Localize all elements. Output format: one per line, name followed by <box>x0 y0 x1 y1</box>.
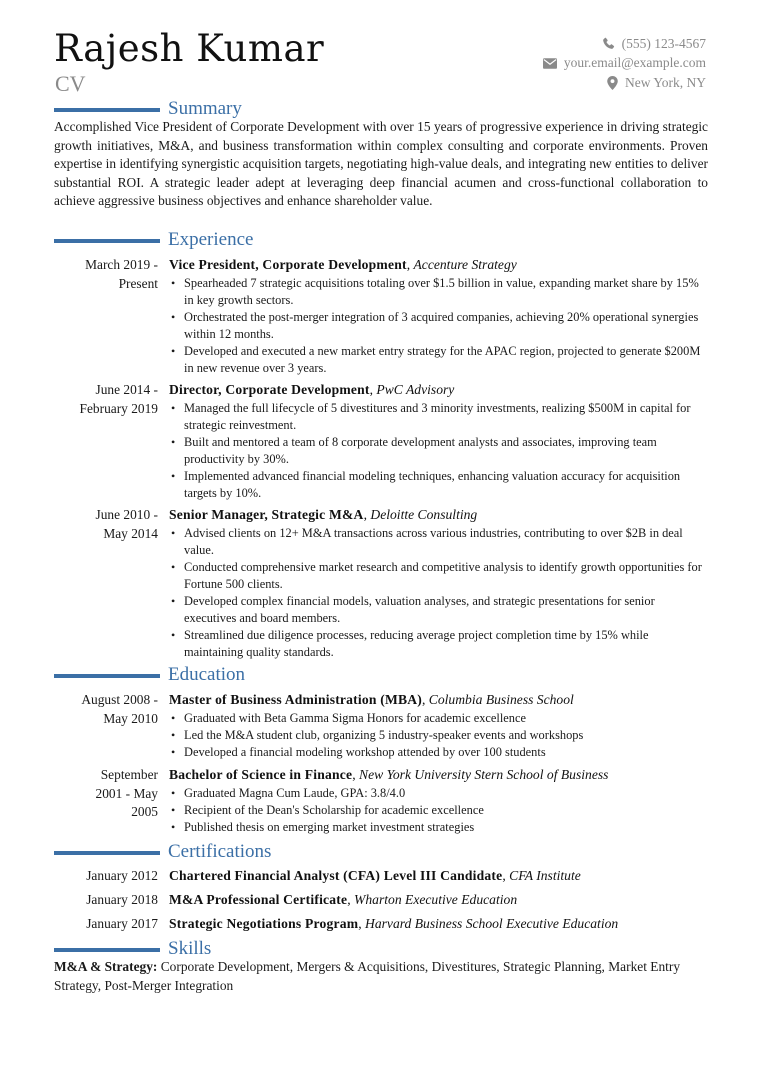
section-certifications <box>54 841 271 863</box>
date-end: February 2019 <box>79 400 158 416</box>
bullet-item: • Spearheaded 7 strategic acquisitions totaling over $1.5 billion in value, expanding market share by 15% in key growth sectors. <box>169 275 709 309</box>
organization: Deloitte Consulting <box>370 507 478 522</box>
entry-date <box>54 691 158 728</box>
bullet-list <box>169 275 709 377</box>
entry-body <box>169 914 709 934</box>
entry-date <box>54 506 158 543</box>
candidate-name: Rajesh Kumar <box>54 27 325 70</box>
entry-title: Vice President, Corporate Development, Accenture Strategy <box>169 257 517 272</box>
entry-title: M&A Professional Certificate, Wharton Executive Education <box>169 892 518 907</box>
certification-title: M&A Professional Certificate <box>169 892 348 907</box>
institution: Columbia Business School <box>428 692 574 707</box>
certification-title: Chartered Financial Analyst (CFA) Level III Candidate <box>169 868 503 883</box>
organization: Accenture Strategy <box>413 257 517 272</box>
entry-date <box>54 256 158 293</box>
certification-entry <box>54 866 708 886</box>
phone-text: (555) 123-4567 <box>621 35 706 51</box>
entry-title: Bachelor of Science in Finance, New York University Stern School of Business <box>169 767 609 782</box>
section-experience <box>54 229 253 251</box>
section-title-skills: Skills <box>168 938 212 959</box>
contact-email <box>543 54 706 74</box>
entry-body <box>169 691 709 761</box>
job-title: Senior Manager, Strategic M&A <box>169 507 364 522</box>
bullet-list <box>169 710 709 761</box>
entry-title: Chartered Financial Analyst (CFA) Level III Candidate, CFA Institute <box>169 868 581 883</box>
certification-entry <box>54 914 708 934</box>
entry-date: January 2018 <box>86 892 158 907</box>
entry-body <box>169 766 709 836</box>
entry-body <box>169 506 709 661</box>
section-summary <box>54 98 242 120</box>
certification-entry <box>54 890 708 910</box>
date-start: March 2019 - <box>85 257 158 272</box>
email-text[interactable]: your.email@example.com <box>563 55 706 71</box>
degree-title: Bachelor of Science in Finance <box>169 767 353 782</box>
entry-body <box>169 256 709 377</box>
bullet-item: • Graduated Magna Cum Laude, GPA: 3.8/4.0 <box>169 785 709 802</box>
document-subtitle: CV <box>55 71 86 96</box>
email-icon <box>543 58 557 69</box>
bullet-list <box>169 785 709 836</box>
section-bar <box>54 851 160 855</box>
section-bar <box>54 108 160 112</box>
bullet-item: • Developed a financial modeling workshop attended by over 100 students <box>169 744 709 761</box>
date-line: 2001 - May <box>95 785 158 801</box>
bullet-list <box>169 525 709 661</box>
section-title-education: Education <box>168 664 246 685</box>
entry-title: Director, Corporate Development, PwC Advisory <box>169 382 455 397</box>
date-start: June 2010 - <box>95 507 158 522</box>
issuer: Harvard Business School Executive Education <box>365 916 619 931</box>
section-education <box>54 664 245 686</box>
section-skills <box>54 938 211 960</box>
section-title-experience: Experience <box>168 229 254 250</box>
section-title-certifications: Certifications <box>168 841 272 862</box>
entry-body <box>169 866 709 886</box>
bullet-item: • Streamlined due diligence processes, reducing average project completion time by 15% while maintaining quality standards. <box>169 627 709 661</box>
contact-location <box>543 73 706 93</box>
section-bar <box>54 674 160 678</box>
date-end: May 2010 <box>103 710 158 726</box>
bullet-item: • Led the M&A student club, organizing 5 industry-speaker events and workshops <box>169 727 709 744</box>
contact-phone <box>543 34 706 54</box>
bullet-item: • Implemented advanced financial modeling techniques, enhancing valuation accuracy for acquisition targets by 10%. <box>169 468 709 502</box>
issuer: CFA Institute <box>509 868 581 883</box>
entry-body <box>169 381 709 502</box>
bullet-list <box>169 400 709 502</box>
date-end: Present <box>118 275 158 291</box>
job-title: Director, Corporate Development <box>169 382 370 397</box>
section-bar <box>54 239 160 243</box>
contact-info <box>543 34 706 93</box>
bullet-item: • Developed complex financial models, valuation analyses, and strategic presentations for senior executives and board members. <box>169 593 709 627</box>
entry-title: Strategic Negotiations Program, Harvard Business School Executive Education <box>169 916 619 931</box>
degree-title: Master of Business Administration (MBA) <box>169 692 422 707</box>
skills-label: M&A & Strategy: <box>54 959 158 974</box>
date-start: June 2014 - <box>95 382 158 397</box>
section-bar <box>54 948 160 952</box>
bullet-item: • Managed the full lifecycle of 5 divestitures and 3 minority investments, realizing $500M in capital for strategic reinvestment. <box>169 400 709 434</box>
skills-list: Corporate Development, Mergers & Acquisitions, Divestitures, Strategic Planning, Market Entry Strategy, Post-Merger Integration <box>54 959 681 993</box>
date-end: May 2014 <box>103 525 158 541</box>
location-pin-icon <box>607 76 618 90</box>
section-title-summary: Summary <box>168 98 242 119</box>
organization: PwC Advisory <box>376 382 455 397</box>
summary-text: Accomplished Vice President of Corporate Development with over 15 years of progressive experience in driving strategic growth initiatives, M&A, and business transformation within complex consulting and corporate environments. Proven expertise in identifying synergistic acquisition targets, negotiating high-value deals, and integrating new entities to deliver substantial ROI. A strategic leader adept at leveraging deep financial acumen and cross-functional collaboration to achieve aggressive business objectives and enhance shareholder value. <box>54 119 708 209</box>
bullet-item: • Built and mentored a team of 8 corporate development analysts and associates, improving team productivity by 30%. <box>169 434 709 468</box>
date-start: August 2008 - <box>81 692 158 707</box>
bullet-item: • Advised clients on 12+ M&A transactions across various industries, contributing to over $2B in deal value. <box>169 525 709 559</box>
bullet-item: • Conducted comprehensive market research and competitive analysis to identify growth opportunities for Fortune 500 clients. <box>169 559 709 593</box>
bullet-item: • Published thesis on emerging market investment strategies <box>169 819 709 836</box>
job-title: Vice President, Corporate Development <box>169 257 407 272</box>
date-line: September <box>100 767 158 782</box>
entry-date <box>54 381 158 418</box>
bullet-item: • Orchestrated the post-merger integration of 3 acquired companies, achieving 20% operational synergies within 12 months. <box>169 309 709 343</box>
certification-title: Strategic Negotiations Program <box>169 916 359 931</box>
entry-date: January 2012 <box>86 868 158 883</box>
issuer: Wharton Executive Education <box>354 892 518 907</box>
skills-text <box>54 958 708 995</box>
entry-date <box>54 766 158 822</box>
bullet-item: • Developed and executed a new market entry strategy for the APAC region, projected to generate $200M in new revenue over 3 years. <box>169 343 709 377</box>
entry-title: Master of Business Administration (MBA), Columbia Business School <box>169 692 574 707</box>
entry-date: January 2017 <box>86 916 158 931</box>
entry-title: Senior Manager, Strategic M&A, Deloitte Consulting <box>169 507 478 522</box>
phone-icon <box>602 37 615 50</box>
location-text: New York, NY <box>624 74 706 90</box>
date-line: 2005 <box>131 804 158 820</box>
bullet-item: • Graduated with Beta Gamma Sigma Honors for academic excellence <box>169 710 709 727</box>
institution: New York University Stern School of Business <box>359 767 609 782</box>
bullet-item: • Recipient of the Dean's Scholarship for academic excellence <box>169 802 709 819</box>
entry-body <box>169 890 709 910</box>
